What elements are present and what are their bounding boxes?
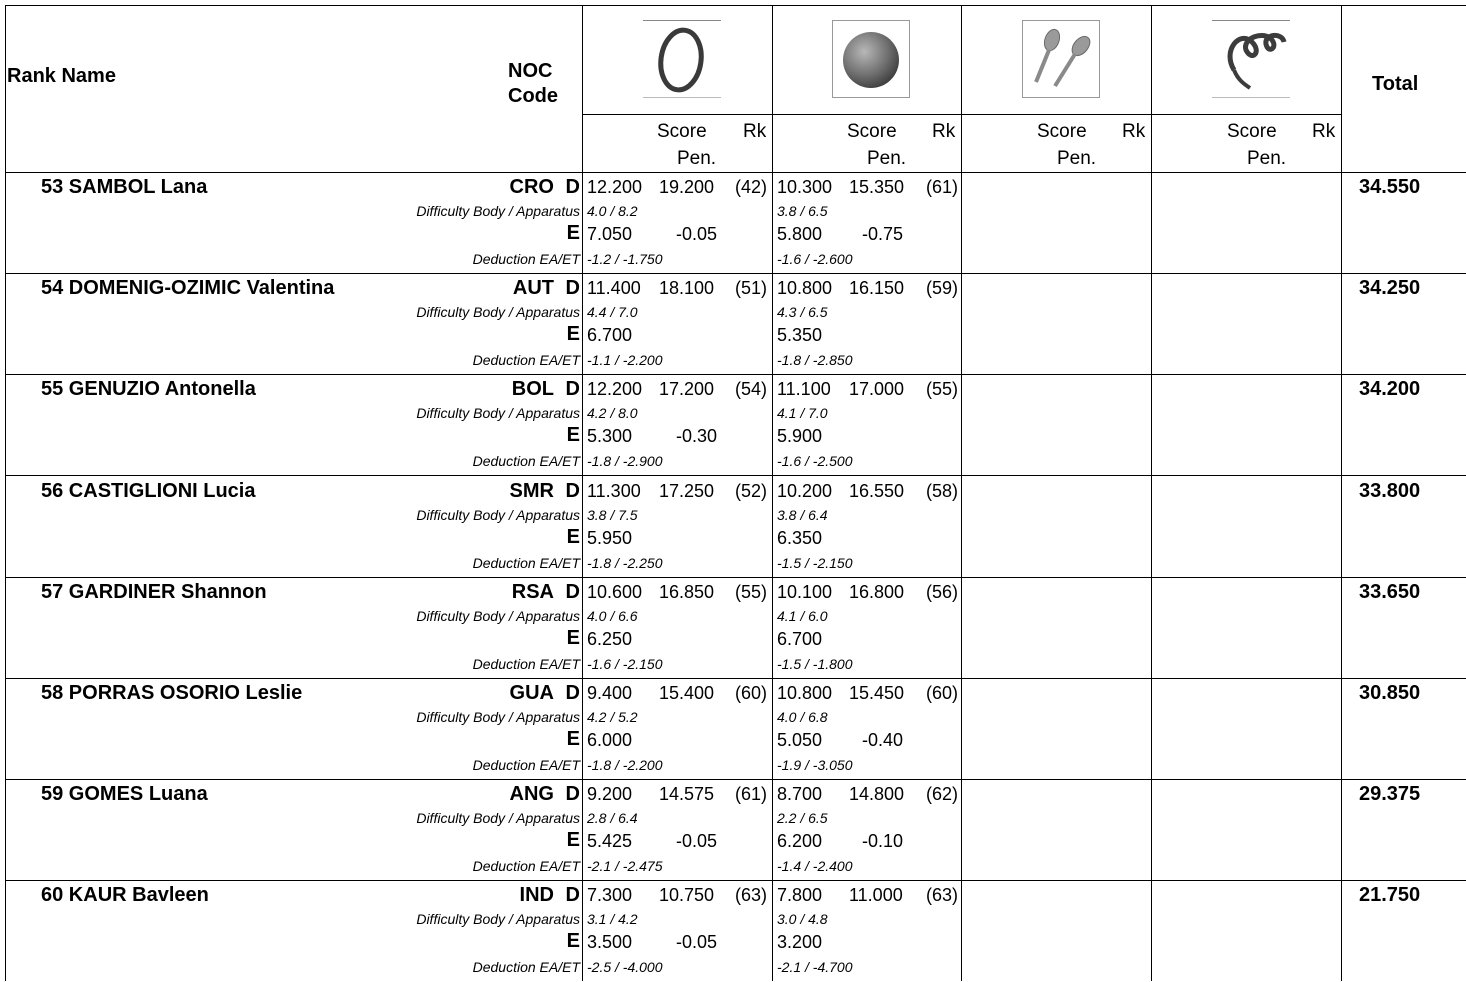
ball-e-score: 6.200 bbox=[777, 831, 823, 851]
table-row bbox=[6, 881, 1466, 982]
e-label: E bbox=[566, 424, 580, 446]
hoop-rank: (42) bbox=[735, 177, 768, 197]
total-score: 33.650 bbox=[1359, 581, 1421, 603]
total-score: 21.750 bbox=[1359, 884, 1421, 906]
hoop-score: 17.250 bbox=[659, 481, 715, 501]
ball-deduction: -2.1 / -4.700 bbox=[777, 959, 853, 975]
noc-code: ANG bbox=[509, 783, 554, 805]
ball-score: 14.800 bbox=[849, 784, 905, 804]
hoop-deduction: -2.5 / -4.000 bbox=[587, 959, 663, 975]
noc-code: RSA bbox=[511, 581, 554, 603]
difficulty-label: Difficulty Body / Apparatus bbox=[416, 608, 580, 624]
ball-deduction: -1.8 / -2.850 bbox=[777, 352, 853, 368]
ball-e-score: 5.900 bbox=[777, 426, 823, 446]
hoop-rank: (54) bbox=[735, 379, 768, 399]
ball-deduction: -1.5 / -2.150 bbox=[777, 555, 853, 571]
hoop-d-score: 7.300 bbox=[587, 885, 633, 905]
noc-code: BOL bbox=[511, 378, 554, 400]
total-score: 34.200 bbox=[1359, 378, 1421, 400]
hoop-e-score: 5.300 bbox=[587, 426, 633, 446]
ball-d-score: 10.800 bbox=[777, 278, 833, 298]
ball-difficulty: 4.1 / 7.0 bbox=[777, 405, 828, 421]
noc-code: IND bbox=[519, 884, 554, 906]
hoop-rank: (55) bbox=[735, 582, 768, 602]
hoop-deduction: -1.8 / -2.900 bbox=[587, 453, 663, 469]
hoop-score: 15.400 bbox=[659, 683, 715, 703]
hoop-d-score: 12.200 bbox=[587, 177, 643, 197]
ball-difficulty: 4.3 / 6.5 bbox=[777, 304, 828, 320]
ball-deduction: -1.6 / -2.500 bbox=[777, 453, 853, 469]
ball-d-score: 10.800 bbox=[777, 683, 833, 703]
total-score: 33.800 bbox=[1359, 480, 1421, 502]
hoop-difficulty: 4.0 / 8.2 bbox=[587, 203, 638, 219]
ball-rank: (61) bbox=[926, 177, 959, 197]
hoop-rank: (63) bbox=[735, 885, 768, 905]
ball-deduction: -1.6 / -2.600 bbox=[777, 251, 853, 267]
deduction-label: Deduction EA/ET bbox=[472, 656, 580, 672]
difficulty-label: Difficulty Body / Apparatus bbox=[416, 203, 580, 219]
ball-d-score: 7.800 bbox=[777, 885, 823, 905]
ball-deduction: -1.5 / -1.800 bbox=[777, 656, 853, 672]
athlete-name: 54 DOMENIG-OZIMIC Valentina bbox=[41, 277, 335, 299]
d-label: D bbox=[565, 682, 580, 704]
hoop-e-score: 6.700 bbox=[587, 325, 633, 345]
d-label: D bbox=[565, 176, 580, 198]
total-header: Total bbox=[1372, 73, 1419, 95]
hoop-score: 16.850 bbox=[659, 582, 715, 602]
e-label: E bbox=[566, 526, 580, 548]
hoop-d-score: 9.200 bbox=[587, 784, 633, 804]
ball-rank: (60) bbox=[926, 683, 959, 703]
ball-rank: (55) bbox=[926, 379, 959, 399]
ball-penalty: -0.40 bbox=[862, 730, 904, 750]
athlete-name: 57 GARDINER Shannon bbox=[41, 581, 267, 603]
hoop-score: 10.750 bbox=[659, 885, 715, 905]
deduction-label: Deduction EA/ET bbox=[472, 453, 580, 469]
deduction-label: Deduction EA/ET bbox=[472, 757, 580, 773]
deduction-label: Deduction EA/ET bbox=[472, 858, 580, 874]
hoop-difficulty: 3.8 / 7.5 bbox=[587, 507, 638, 523]
e-label: E bbox=[566, 627, 580, 649]
table-row bbox=[6, 477, 1466, 578]
ball-deduction: -1.4 / -2.400 bbox=[777, 858, 853, 874]
total-score: 34.250 bbox=[1359, 277, 1421, 299]
hoop-e-score: 5.950 bbox=[587, 528, 633, 548]
hoop-deduction: -1.2 / -1.750 bbox=[587, 251, 663, 267]
table-row bbox=[6, 173, 1466, 274]
ball-difficulty: 3.0 / 4.8 bbox=[777, 911, 828, 927]
ball-e-score: 6.350 bbox=[777, 528, 823, 548]
hoop-penalty: -0.05 bbox=[676, 932, 718, 952]
deduction-label: Deduction EA/ET bbox=[472, 251, 580, 267]
table-row bbox=[6, 679, 1466, 780]
hoop-deduction: -1.8 / -2.250 bbox=[587, 555, 663, 571]
table-row bbox=[6, 578, 1466, 679]
d-label: D bbox=[565, 277, 580, 299]
ball-e-score: 5.350 bbox=[777, 325, 823, 345]
hoop-deduction: -1.1 / -2.200 bbox=[587, 352, 663, 368]
noc-code: SMR bbox=[509, 480, 554, 502]
hoop-penalty: -0.30 bbox=[676, 426, 718, 446]
ball-penalty: -0.75 bbox=[862, 224, 904, 244]
hoop-e-score: 3.500 bbox=[587, 932, 633, 952]
noc-code: AUT bbox=[512, 277, 554, 299]
difficulty-label: Difficulty Body / Apparatus bbox=[416, 507, 580, 523]
hoop-rank: (61) bbox=[735, 784, 768, 804]
rank-name-header: Rank Name bbox=[7, 65, 116, 87]
hoop-pen-header: Pen. bbox=[677, 148, 717, 169]
hoop-penalty: -0.05 bbox=[676, 831, 718, 851]
ball-e-score: 6.700 bbox=[777, 629, 823, 649]
e-label: E bbox=[566, 323, 580, 345]
ball-score: 11.000 bbox=[849, 885, 903, 905]
hoop-icon bbox=[643, 20, 721, 98]
ball-difficulty: 3.8 / 6.5 bbox=[777, 203, 828, 219]
hoop-rank: (60) bbox=[735, 683, 768, 703]
ball-penalty: -0.10 bbox=[862, 831, 904, 851]
noc-code: CRO bbox=[509, 176, 554, 198]
d-label: D bbox=[565, 480, 580, 502]
header-divider bbox=[582, 114, 1341, 115]
ball-d-score: 10.300 bbox=[777, 177, 833, 197]
d-label: D bbox=[565, 581, 580, 603]
clubs-score-header: Score bbox=[1037, 121, 1087, 142]
ball-difficulty: 4.0 / 6.8 bbox=[777, 709, 828, 725]
ball-deduction: -1.9 / -3.050 bbox=[777, 757, 853, 773]
athlete-name: 53 SAMBOL Lana bbox=[41, 176, 208, 198]
ribbon-pen-header: Pen. bbox=[1247, 148, 1287, 169]
table-row bbox=[6, 375, 1466, 476]
ribbon-rk-header: Rk bbox=[1312, 121, 1336, 142]
clubs-icon bbox=[1022, 20, 1100, 98]
clubs-rk-header: Rk bbox=[1122, 121, 1146, 142]
d-label: D bbox=[565, 783, 580, 805]
hoop-score: 19.200 bbox=[659, 177, 715, 197]
ribbon-icon bbox=[1212, 20, 1290, 98]
ball-rank: (62) bbox=[926, 784, 959, 804]
ball-pen-header: Pen. bbox=[867, 148, 907, 169]
athlete-name: 56 CASTIGLIONI Lucia bbox=[41, 480, 256, 502]
ball-score: 16.800 bbox=[849, 582, 905, 602]
athlete-name: 60 KAUR Bavleen bbox=[41, 884, 209, 906]
hoop-difficulty: 4.2 / 5.2 bbox=[587, 709, 638, 725]
clubs-pen-header: Pen. bbox=[1057, 148, 1097, 169]
e-label: E bbox=[566, 728, 580, 750]
ball-rk-header: Rk bbox=[932, 121, 956, 142]
hoop-rank: (52) bbox=[735, 481, 768, 501]
ball-difficulty: 2.2 / 6.5 bbox=[777, 810, 828, 826]
table-row bbox=[6, 274, 1466, 375]
ball-e-score: 3.200 bbox=[777, 932, 823, 952]
hoop-e-score: 7.050 bbox=[587, 224, 633, 244]
difficulty-label: Difficulty Body / Apparatus bbox=[416, 810, 580, 826]
noc-header-line1: NOC bbox=[508, 60, 553, 82]
total-score: 29.375 bbox=[1359, 783, 1421, 805]
ball-score: 16.150 bbox=[849, 278, 905, 298]
d-label: D bbox=[565, 378, 580, 400]
hoop-difficulty: 4.0 / 6.6 bbox=[587, 608, 638, 624]
hoop-score: 14.575 bbox=[659, 784, 715, 804]
ball-rank: (59) bbox=[926, 278, 959, 298]
ball-d-score: 8.700 bbox=[777, 784, 823, 804]
total-score: 34.550 bbox=[1359, 176, 1421, 198]
hoop-difficulty: 2.8 / 6.4 bbox=[587, 810, 638, 826]
athlete-name: 59 GOMES Luana bbox=[41, 783, 208, 805]
hoop-score-header: Score bbox=[657, 121, 707, 142]
athlete-name: 58 PORRAS OSORIO Leslie bbox=[41, 682, 303, 704]
total-score: 30.850 bbox=[1359, 682, 1421, 704]
hoop-deduction: -1.8 / -2.200 bbox=[587, 757, 663, 773]
difficulty-label: Difficulty Body / Apparatus bbox=[416, 709, 580, 725]
e-label: E bbox=[566, 930, 580, 952]
difficulty-label: Difficulty Body / Apparatus bbox=[416, 405, 580, 421]
d-label: D bbox=[565, 884, 580, 906]
athlete-name: 55 GENUZIO Antonella bbox=[41, 378, 256, 400]
ball-rank: (56) bbox=[926, 582, 959, 602]
hoop-difficulty: 3.1 / 4.2 bbox=[587, 911, 638, 927]
ball-e-score: 5.800 bbox=[777, 224, 823, 244]
noc-header-line2: Code bbox=[508, 85, 558, 107]
hoop-e-score: 6.250 bbox=[587, 629, 633, 649]
hoop-d-score: 11.400 bbox=[587, 278, 641, 298]
noc-code: GUA bbox=[509, 682, 554, 704]
ball-difficulty: 4.1 / 6.0 bbox=[777, 608, 828, 624]
hoop-rank: (51) bbox=[735, 278, 768, 298]
hoop-d-score: 12.200 bbox=[587, 379, 643, 399]
ball-d-score: 11.100 bbox=[777, 379, 831, 399]
hoop-rk-header: Rk bbox=[743, 121, 767, 142]
ball-score: 15.350 bbox=[849, 177, 905, 197]
hoop-score: 18.100 bbox=[659, 278, 715, 298]
ball-e-score: 5.050 bbox=[777, 730, 823, 750]
ball-score-header: Score bbox=[847, 121, 897, 142]
hoop-difficulty: 4.4 / 7.0 bbox=[587, 304, 638, 320]
hoop-e-score: 5.425 bbox=[587, 831, 633, 851]
e-label: E bbox=[566, 829, 580, 851]
deduction-label: Deduction EA/ET bbox=[472, 959, 580, 975]
difficulty-label: Difficulty Body / Apparatus bbox=[416, 304, 580, 320]
hoop-penalty: -0.05 bbox=[676, 224, 718, 244]
hoop-deduction: -2.1 / -2.475 bbox=[587, 858, 663, 874]
ball-score: 15.450 bbox=[849, 683, 905, 703]
ball-score: 16.550 bbox=[849, 481, 905, 501]
ball-icon bbox=[832, 20, 910, 98]
ball-rank: (63) bbox=[926, 885, 959, 905]
ball-d-score: 10.200 bbox=[777, 481, 833, 501]
e-label: E bbox=[566, 222, 580, 244]
hoop-difficulty: 4.2 / 8.0 bbox=[587, 405, 638, 421]
ball-rank: (58) bbox=[926, 481, 959, 501]
hoop-d-score: 10.600 bbox=[587, 582, 643, 602]
hoop-e-score: 6.000 bbox=[587, 730, 633, 750]
hoop-d-score: 11.300 bbox=[587, 481, 641, 501]
ball-score: 17.000 bbox=[849, 379, 905, 399]
hoop-deduction: -1.6 / -2.150 bbox=[587, 656, 663, 672]
difficulty-label: Difficulty Body / Apparatus bbox=[416, 911, 580, 927]
table-row bbox=[6, 780, 1466, 881]
results-table bbox=[5, 5, 1466, 981]
deduction-label: Deduction EA/ET bbox=[472, 352, 580, 368]
ribbon-score-header: Score bbox=[1227, 121, 1277, 142]
deduction-label: Deduction EA/ET bbox=[472, 555, 580, 571]
hoop-d-score: 9.400 bbox=[587, 683, 633, 703]
ball-difficulty: 3.8 / 6.4 bbox=[777, 507, 828, 523]
hoop-score: 17.200 bbox=[659, 379, 715, 399]
ball-d-score: 10.100 bbox=[777, 582, 833, 602]
